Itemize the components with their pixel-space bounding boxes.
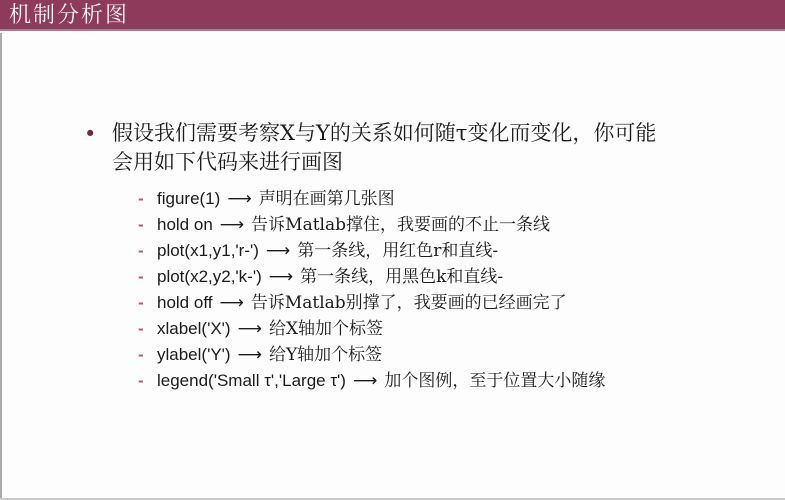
slide-title-bar bbox=[0, 0, 785, 31]
code-list-item bbox=[138, 316, 785, 342]
code-text: hold on bbox=[157, 215, 213, 234]
code-text: hold off bbox=[157, 293, 213, 312]
bullet-item bbox=[0, 119, 785, 177]
slide-title: 机制分析图 bbox=[9, 3, 130, 28]
desc-text: 给X轴加个标签 bbox=[268, 319, 384, 339]
desc-text: 加个图例，至于位置大小随缘 bbox=[384, 371, 606, 391]
code-text: figure(1) bbox=[157, 189, 221, 208]
slide-content bbox=[0, 119, 785, 394]
desc-text: 告诉Matlab撑住，我要画的不止一条线 bbox=[251, 215, 550, 235]
code-list-item bbox=[138, 186, 785, 212]
arrow-right-icon: ⟶ bbox=[227, 189, 252, 209]
code-text: legend('Small τ','Large τ') bbox=[157, 371, 346, 390]
arrow-right-icon: ⟶ bbox=[219, 215, 245, 235]
desc-text: 告诉Matlab别撑了，我要画的已经画完了 bbox=[250, 293, 567, 313]
bullet-text-line-2: 会用如下代码来进行画图 bbox=[112, 150, 343, 174]
code-list-item bbox=[138, 342, 785, 368]
arrow-right-icon: ⟶ bbox=[237, 345, 262, 365]
desc-text: 第一条线，用红色r和直线- bbox=[297, 241, 499, 261]
code-text: plot(x2,y2,'k-') bbox=[157, 267, 262, 286]
dash-marker: - bbox=[138, 319, 144, 338]
desc-text: 给Y轴加个标签 bbox=[268, 345, 383, 365]
code-list-item bbox=[138, 264, 785, 290]
code-list-item bbox=[138, 290, 785, 316]
code-list-item bbox=[138, 212, 785, 238]
arrow-right-icon: ⟶ bbox=[219, 293, 244, 313]
arrow-right-icon: ⟶ bbox=[265, 241, 291, 261]
code-text: ylabel('Y') bbox=[157, 345, 231, 364]
dash-marker: - bbox=[138, 371, 144, 390]
dash-marker: - bbox=[138, 215, 144, 234]
code-text: plot(x1,y1,'r-') bbox=[157, 241, 259, 260]
arrow-right-icon: ⟶ bbox=[237, 319, 262, 339]
bullet-marker: • bbox=[84, 122, 97, 146]
dash-marker: - bbox=[138, 267, 144, 286]
dash-marker: - bbox=[138, 345, 144, 364]
bullet-text-line-1: 假设我们需要考察X与Y的关系如何随τ变化而变化，你可能 bbox=[112, 121, 657, 145]
code-list-item bbox=[138, 368, 785, 394]
arrow-right-icon: ⟶ bbox=[268, 267, 294, 287]
desc-text: 声明在画第几张图 bbox=[258, 189, 395, 209]
code-list bbox=[0, 186, 785, 394]
desc-text: 第一条线，用黑色k和直线- bbox=[300, 267, 504, 287]
code-list-item bbox=[138, 238, 785, 264]
dash-marker: - bbox=[138, 241, 144, 260]
dash-marker: - bbox=[138, 293, 144, 312]
arrow-right-icon: ⟶ bbox=[352, 371, 378, 391]
dash-marker: - bbox=[138, 189, 144, 208]
code-text: xlabel('X') bbox=[157, 319, 231, 338]
